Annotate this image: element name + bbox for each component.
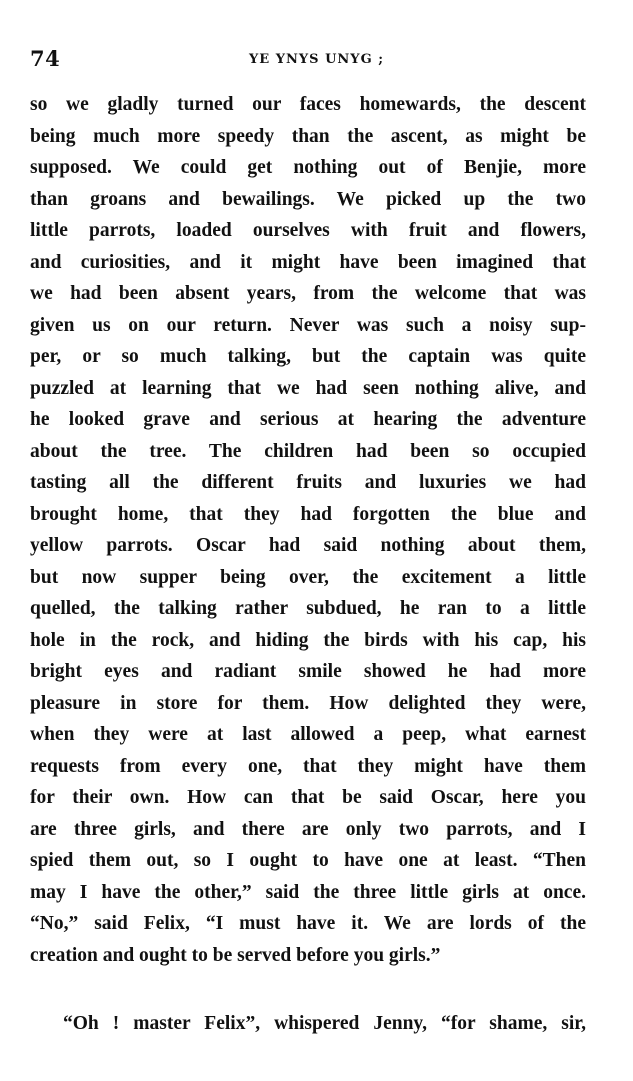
text-line: brought home, that they had forgotten the blue and — [30, 503, 586, 525]
text-line: being much more speedy than the ascent, as might be — [30, 125, 586, 147]
text-line: but now supper being over, the excitement a little — [30, 566, 586, 588]
text-line: bright eyes and radiant smile showed he had more — [30, 661, 586, 682]
text-line: than groans and bewailings. We picked up the two — [30, 188, 586, 210]
text-line: may I have the other,” said the three little girls at once. — [30, 881, 586, 903]
running-header: YE YNYS UNYG ; — [249, 52, 384, 67]
next-paragraph-first-line: “Oh ! master Felix”, whispered Jenny, “for shame, sir, — [63, 1013, 586, 1034]
text-line: supposed. We could get nothing out of Benjie, more — [30, 157, 586, 178]
body-paragraph — [30, 89, 586, 971]
text-line: hole in the rock, and hiding the birds with his cap, his — [30, 629, 586, 651]
text-line: little parrots, loaded ourselves with fruit and flowers, — [30, 220, 586, 241]
text-line: puzzled at learning that we had seen nothing alive, and — [30, 377, 586, 399]
text-line: are three girls, and there are only two parrots, and I — [30, 818, 586, 840]
text-line: so we gladly turned our faces homewards, the descent — [30, 94, 586, 115]
page-number: 74 — [30, 46, 61, 71]
text-line: he looked grave and serious at hearing the adventure — [30, 409, 586, 430]
text-line: spied them out, so I ought to have one at least. “Then — [30, 850, 586, 871]
text-line: yellow parrots. Oscar had said nothing about them, — [30, 535, 586, 556]
text-line: we had been absent years, from the welcome that was — [30, 283, 586, 304]
text-line: creation and ought to be served before you girls.” — [30, 944, 441, 966]
text-line: pleasure in store for them. How delighted they were, — [30, 692, 586, 714]
text-line: for their own. How can that be said Oscar, here you — [30, 787, 586, 808]
text-line: requests from every one, that they might have them — [30, 755, 586, 777]
text-line: given us on our return. Never was such a noisy sup- — [30, 314, 586, 336]
text-line: about the tree. The children had been so occupied — [30, 440, 586, 462]
text-line: per, or so much talking, but the captain was quite — [30, 346, 586, 367]
text-line: “No,” said Felix, “I must have it. We are lords of the — [30, 913, 586, 934]
text-line: quelled, the talking rather subdued, he ran to a little — [30, 598, 586, 619]
text-line: and curiosities, and it might have been imagined that — [30, 251, 586, 273]
text-line: when they were at last allowed a peep, what earnest — [30, 724, 586, 745]
text-line: tasting all the different fruits and luxuries we had — [30, 472, 586, 493]
